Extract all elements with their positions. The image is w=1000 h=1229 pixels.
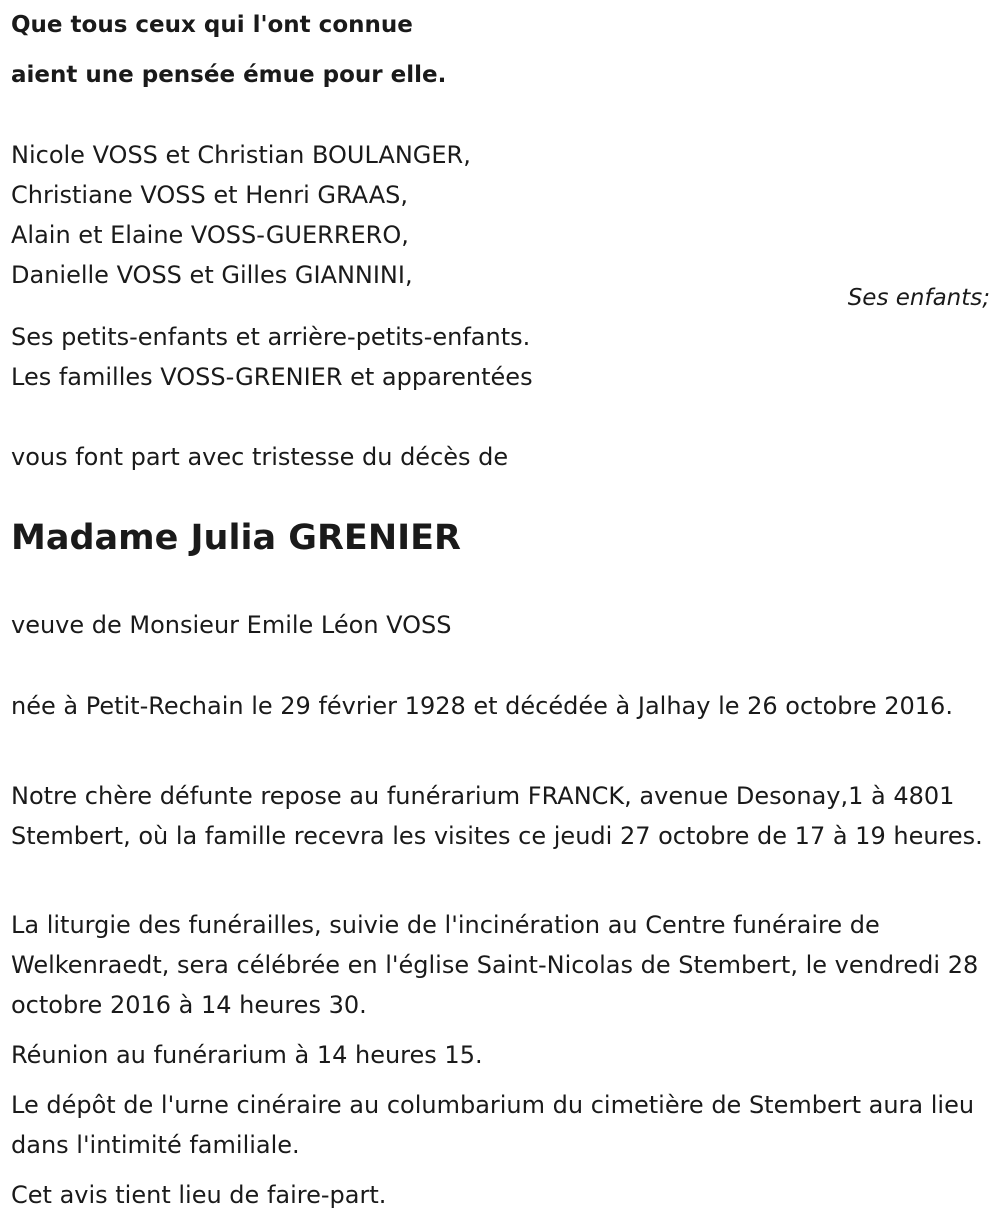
children-line-3: Alain et Elaine VOSS-GUERRERO,: [11, 221, 409, 249]
quote-line-1: Que tous ceux qui l'ont connue: [11, 12, 413, 38]
deceased-name: Madame Julia GRENIER: [11, 518, 462, 558]
children-line-1: Nicole VOSS et Christian BOULANGER,: [11, 141, 471, 169]
birth-death-paragraph: née à Petit-Rechain le 29 février 1928 et décédée à Jalhay le 26 octobre 2016.: [11, 692, 953, 720]
family-line-2: Les familles VOSS-GRENIER et apparentées: [11, 363, 533, 391]
family-line-1: Ses petits-enfants et arrière-petits-enfants.: [11, 323, 531, 351]
children-label: Ses enfants;: [847, 285, 990, 311]
children-line-4: Danielle VOSS et Gilles GIANNINI,: [11, 261, 413, 289]
announcement-text: vous font part avec tristesse du décès de: [11, 443, 509, 471]
quote-line-2: aient une pensée émue pour elle.: [11, 62, 447, 88]
children-line-2: Christiane VOSS et Henri GRAAS,: [11, 181, 409, 209]
liturgy-paragraph: La liturgie des funérailles, suivie de l'incinération au Centre funéraire de Welkenraedt, sera célébrée en l'église Saint-Nicolas de Stembert, le vendredi 28 octobre 2016 à 14 heures 30.: [11, 911, 979, 1019]
visitation-paragraph: Notre chère défunte repose au funérarium FRANCK, avenue Desonay,1 à 4801 Stembert, où la famille recevra les visites ce jeudi 27 octobre de 17 à 19 heures.: [11, 782, 983, 850]
widow-of-text: veuve de Monsieur Emile Léon VOSS: [11, 611, 452, 639]
gathering-paragraph: Réunion au funérarium à 14 heures 15.: [11, 1041, 483, 1069]
urn-paragraph: Le dépôt de l'urne cinéraire au columbarium du cimetière de Stembert aura lieu dans l'intimité familiale.: [11, 1091, 975, 1159]
closing-paragraph: Cet avis tient lieu de faire-part.: [11, 1181, 387, 1209]
